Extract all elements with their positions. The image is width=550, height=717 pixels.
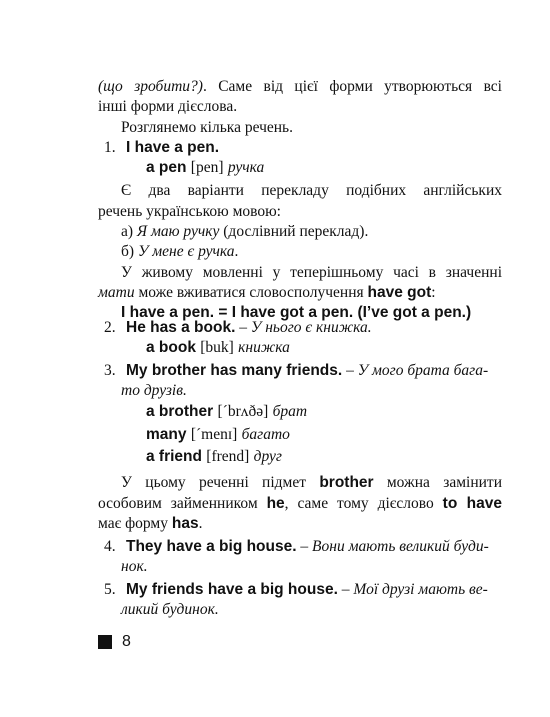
example-number: 4. — [104, 538, 116, 555]
vocab-word: many — [146, 426, 187, 443]
text-fragment: . Саме від цієї форми утворюються всі — [202, 78, 502, 95]
vocab-translation: брат — [272, 403, 308, 420]
example-sentence — [104, 361, 508, 381]
paragraph-line — [121, 242, 525, 262]
vocabulary-entry — [146, 402, 550, 422]
vocab-translation: книжка — [238, 339, 290, 356]
text-fragment: інші форми дієслова. — [98, 98, 238, 115]
vocab-translation: багато — [241, 426, 290, 443]
ukrainian-translation: У мого брата бага- — [357, 362, 489, 379]
text-fragment: to have — [442, 495, 502, 512]
text-fragment: може вживатися словосполучення — [134, 284, 368, 301]
text-fragment: (що зробити?) — [98, 78, 203, 95]
english-sentence: I have a pen. = I have got a pen. (I’ve got a pen.) — [121, 304, 472, 321]
example-number: 3. — [104, 362, 116, 379]
text-fragment: У живому мовленні у теперішньому часі в значенні — [121, 264, 502, 281]
text-fragment: . — [234, 243, 239, 260]
ukrainian-translation: У нього є книжка. — [250, 319, 372, 336]
text-fragment: особовим займенником — [98, 495, 267, 512]
dash: – — [337, 581, 354, 598]
english-sentence: My friends have a big house. — [126, 581, 338, 598]
text-fragment: , саме тому дієслово — [284, 495, 443, 512]
english-sentence: They have a big house. — [126, 538, 297, 555]
example-sentence — [104, 537, 508, 557]
paragraph-line — [121, 222, 525, 242]
example-sentence — [104, 318, 508, 338]
text-fragment: У цьому реченні підмет — [121, 474, 320, 491]
text-fragment: : — [431, 284, 436, 301]
text-fragment: має форму — [98, 515, 172, 532]
dash: – — [235, 319, 251, 336]
text-fragment: Розглянемо кілька речень. — [121, 119, 293, 136]
text-fragment: б) — [121, 243, 138, 260]
paragraph-line — [98, 494, 502, 514]
ukrainian-translation: Вони мають великий буди- — [312, 538, 489, 555]
example-number: 2. — [104, 319, 116, 336]
page-footer — [98, 632, 131, 652]
text-fragment: можна замінити — [373, 474, 502, 491]
text-fragment: мати — [98, 284, 135, 301]
paragraph-line — [98, 97, 502, 117]
paragraph-line — [98, 283, 502, 303]
ukrainian-translation: нок. — [121, 558, 148, 575]
ukrainian-translation: Мої друзі мають ве- — [353, 581, 488, 598]
translation-continuation — [121, 600, 525, 620]
paragraph-line — [98, 77, 502, 97]
ukrainian-translation: ликий будинок. — [121, 601, 219, 618]
paragraph-line — [121, 118, 525, 138]
text-fragment: he — [266, 495, 285, 512]
vocab-transcription: [´brʌðə] — [217, 403, 269, 420]
vocab-word: a friend — [146, 448, 202, 465]
example-sentence — [104, 580, 508, 600]
text-fragment: have got — [367, 284, 432, 301]
text-fragment: . — [198, 515, 203, 532]
english-sentence: He has a book. — [126, 319, 236, 336]
text-fragment: а) — [121, 223, 137, 240]
example-sentence — [104, 138, 508, 158]
text-fragment: brother — [319, 474, 374, 491]
vocab-word: a brother — [146, 403, 214, 420]
vocab-word: a book — [146, 339, 196, 356]
paragraph-line — [98, 202, 502, 222]
dash: – — [296, 538, 313, 555]
footer-square-marker — [98, 635, 112, 649]
vocab-translation: друг — [253, 448, 282, 465]
example-number: 1. — [104, 139, 116, 156]
text-fragment: (дослівний переклад). — [219, 223, 369, 240]
vocab-transcription: [´menɪ] — [190, 426, 238, 443]
dash: – — [342, 362, 358, 379]
vocabulary-entry — [146, 425, 550, 445]
paragraph-line — [121, 181, 502, 201]
text-fragment: речень українською мовою: — [98, 203, 281, 220]
text-fragment: Я маю ручку — [136, 223, 220, 240]
text-fragment: У мене є ручка — [137, 243, 235, 260]
vocabulary-entry — [146, 158, 550, 178]
paragraph-line — [98, 514, 502, 534]
example-number: 5. — [104, 581, 116, 598]
paragraph-line — [121, 473, 502, 493]
english-sentence: I have a pen. — [126, 139, 220, 156]
vocab-transcription: [frend] — [206, 448, 250, 465]
translation-continuation — [121, 381, 525, 401]
vocab-word: a pen — [146, 159, 187, 176]
vocab-translation: ручка — [227, 159, 265, 176]
translation-continuation — [121, 557, 525, 577]
vocabulary-entry — [146, 447, 550, 467]
paragraph-line — [121, 263, 502, 283]
text-fragment: Є два варіанти перекладу подібних англійських — [121, 182, 502, 199]
vocabulary-entry — [146, 338, 550, 358]
text-fragment: has — [171, 515, 199, 532]
vocab-transcription: [buk] — [200, 339, 234, 356]
page-number: 8 — [122, 633, 131, 650]
ukrainian-translation: то друзів. — [121, 382, 187, 399]
english-sentence: My brother has many friends. — [126, 362, 343, 379]
vocab-transcription: [pen] — [190, 159, 224, 176]
